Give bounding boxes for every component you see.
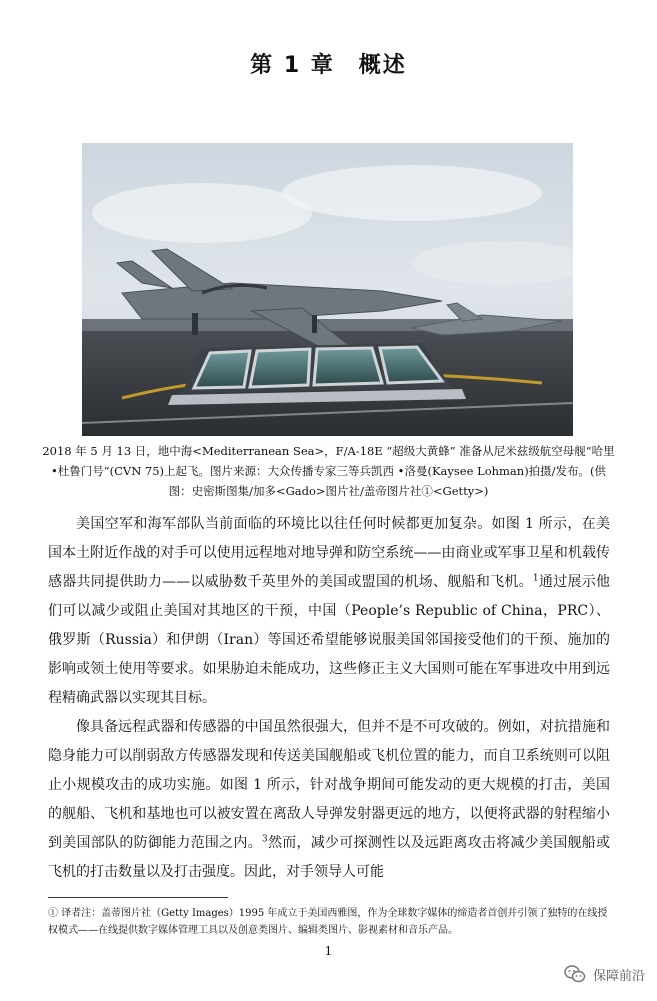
paragraph (48, 713, 610, 887)
body-text (48, 510, 610, 887)
watermark (563, 961, 645, 987)
paragraph-text: 像具备远程武器和传感器的中国虽然很强大，但并不是不可攻破的。例如，对抗措施和隐身能力可以削弱敌方传感器发现和传送美国舰船或飞机位置的能力，而自卫系统则可以阻止小规模攻击的成功实施。如图 1 所示，针对战争期间可能发动的更大规模的打击，美国的舰船、飞机和基地也可以被安置在离敌人导弹发射器更远的地方，以便将武器的射程缩小到美国部队的防御能力范围之内。 (48, 719, 610, 851)
footnote: ① 译者注：盖蒂图片社（Getty Images）1995 年成立于美国西雅图，作为全球数字媒体的缔造者首创并引领了独特的在线授权模式——在线提供数字媒体管理工具以及创意类图片、编辑类图片、影视素材和音乐产品。 (48, 908, 608, 936)
carrier-photo (82, 143, 573, 436)
photo-caption: 2018 年 5 月 13 日，地中海<Mediterranean Sea>，F/A-18E “超级大黄蜂” 准备从尼米兹级航空母舰“哈里 •杜鲁门号”(CVN 75)上起飞。图片来源：大众传播专家三等兵凯西 •洛曼(Kaysee Lohman)拍摄/发布。(供图：史密斯图集/加多<Gado>图片社/盖帝图片社①<Getty>) (42, 444, 615, 498)
paragraph-text: 通过展示他们可以减少或阻止美国对其地区的干预，中国（People’s Republic of China，PRC）、俄罗斯（Russia）和伊朗（Iran）等国还希望能够说服美国邻国接受他们的干预、施加的影响或领土使用等要求。如果胁迫未能成功，这些修正主义大国则可能在军事进攻中用到远程精确武器以实现其目标。 (48, 574, 611, 706)
footnote-divider (48, 897, 228, 898)
page-title: 第 1 章 概述 (250, 53, 407, 78)
paragraph-text: 然而，减少可探测性以及远距离攻击将减少美国舰船或飞机的打击数量以及打击强度。因此，对手领导人可能 (48, 835, 611, 880)
watermark-text: 保障前沿 (592, 968, 645, 984)
footnote-reference: 1 (532, 573, 539, 584)
paragraph (48, 510, 610, 713)
paragraph-text: 美国空军和海军部队当前面临的环境比以往任何时候都更加复杂。如图 1 所示，在美国本土附近作战的对手可以使用远程地对地导弹和防空系统——由商业或军事卫星和机载传感器共同提供助力——以威胁数千英里外的美国或盟国的机场、舰船和飞机。 (48, 516, 610, 590)
photo-illustration (82, 143, 573, 436)
footnote-reference: 3 (261, 834, 268, 845)
wechat-icon (563, 962, 587, 986)
page-number: 1 (324, 944, 333, 958)
